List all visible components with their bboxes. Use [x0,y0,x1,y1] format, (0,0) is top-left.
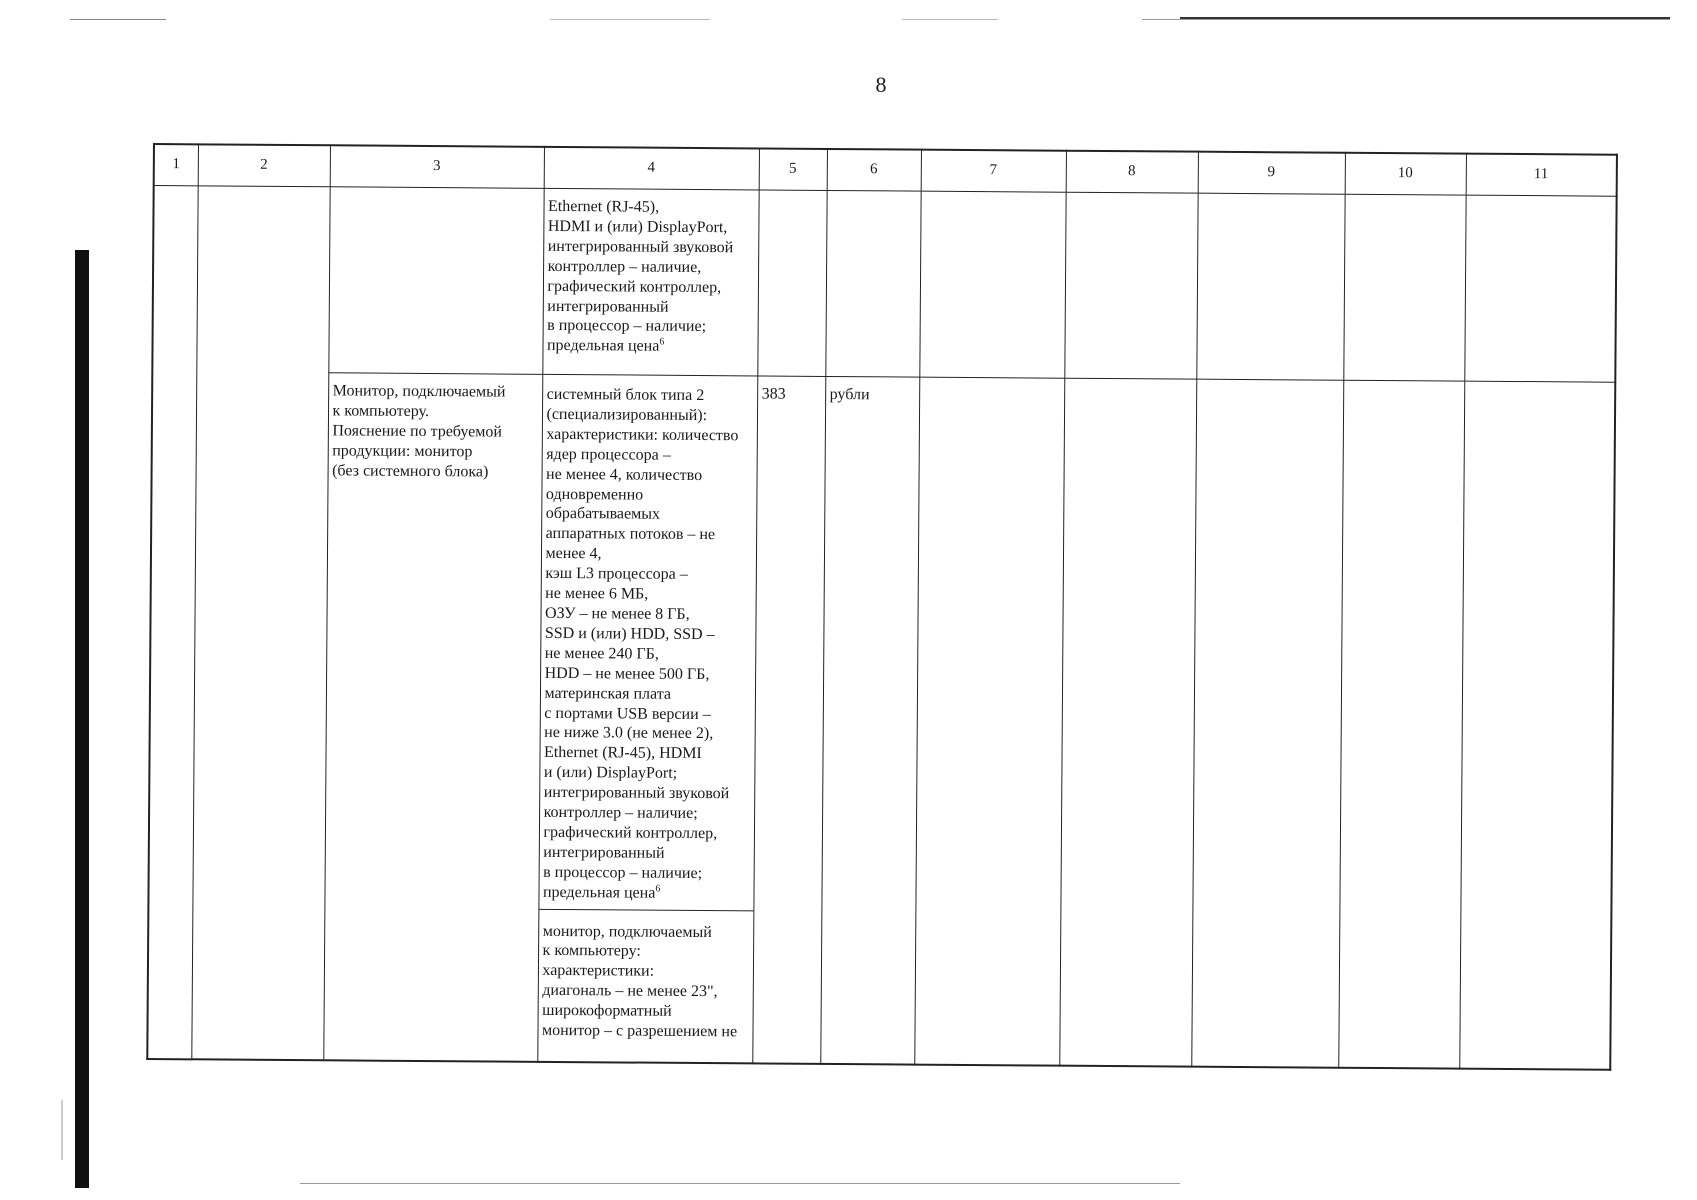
table-cell-characteristics [537,374,757,1063]
header-cell: 8 [1066,151,1198,193]
specification-table [146,143,1618,1071]
table-cell [1191,379,1343,1068]
table-cell [825,190,920,377]
table-container [146,143,1616,1071]
system-unit-text: системный блок типа 2 (специализированный): характеристики: количество ядер процессора – не менее 4, количество одновременно обрабатываемых аппаратных потоков – не менее 4, кэш L3 процессора – не менее 6 МБ, ОЗУ – не менее 8 ГБ, SSD и (или) HDD, SSD – не менее 240 ГБ, HDD – не менее 500 ГБ, материнская плата с портами USB версии – не ниже 3.0 (не менее 2), Ethernet (RJ-45), HDMI и (или) DisplayPort; интегрированный звуковой контроллер – наличие; графический контроллер, интегрированный в процессор – наличие; предельная цена [542,385,739,902]
product-name-cell [323,373,542,1062]
table-cell-characteristics [542,188,758,376]
scan-binding-faint [61,1100,63,1160]
table-cell [1338,380,1464,1068]
page-number: 8 [875,72,887,97]
table-cell [191,186,329,1060]
table-cell [914,377,1064,1066]
table-cell [1343,194,1465,381]
table-cell [757,190,826,376]
scan-bottom-edge-line [300,1183,1180,1184]
table-cell [1064,192,1197,379]
footnote-marker: 6 [659,336,665,348]
table-row [152,186,1616,383]
table-cell [147,186,197,1060]
header-cell: 7 [921,150,1066,193]
scan-edge-line-dark [1180,17,1670,19]
table-cell [1459,381,1615,1070]
monitor-block [538,909,753,1046]
table-cell [919,191,1065,378]
header-cell: 3 [330,145,544,188]
table-cell [1059,378,1196,1066]
product-name-text: Монитор, подключаемый к компьютеру. Пояснение по требуемой продукции: монитор (без системного блока) [332,382,506,481]
scan-edge-line [70,19,1670,20]
unit-name: рубли [829,385,870,404]
monitor-text: монитор, подключаемый к компьютеру: характеристики: диагональ – не менее 23", широкоформатный монитор – с разрешением не [541,922,738,1041]
footnote-marker: 6 [655,883,661,895]
table-row [147,372,1615,1070]
system-unit-block [539,375,757,911]
scan-binding-shadow [75,250,89,1188]
table-cell [1196,193,1344,380]
okei-code-cell [752,376,825,1064]
okei-code: 383 [761,385,786,403]
header-cell: 9 [1198,152,1345,195]
header-cell: 1 [154,144,198,186]
header-cell: 5 [759,148,827,190]
table-cell [1464,195,1616,382]
header-cell: 11 [1466,154,1617,197]
table-cell [328,187,543,375]
header-cell: 6 [827,149,921,191]
header-cell: 4 [544,147,759,190]
header-cell: 10 [1345,153,1466,195]
characteristics-text: Ethernet (RJ-45), HDMI и (или) DisplayPort, интегрированный звуковой контроллер – наличие, графический контроллер, интегрированный в процессор – наличие; предельная цена [546,197,734,356]
unit-name-cell [820,376,919,1064]
header-cell: 2 [198,144,330,186]
